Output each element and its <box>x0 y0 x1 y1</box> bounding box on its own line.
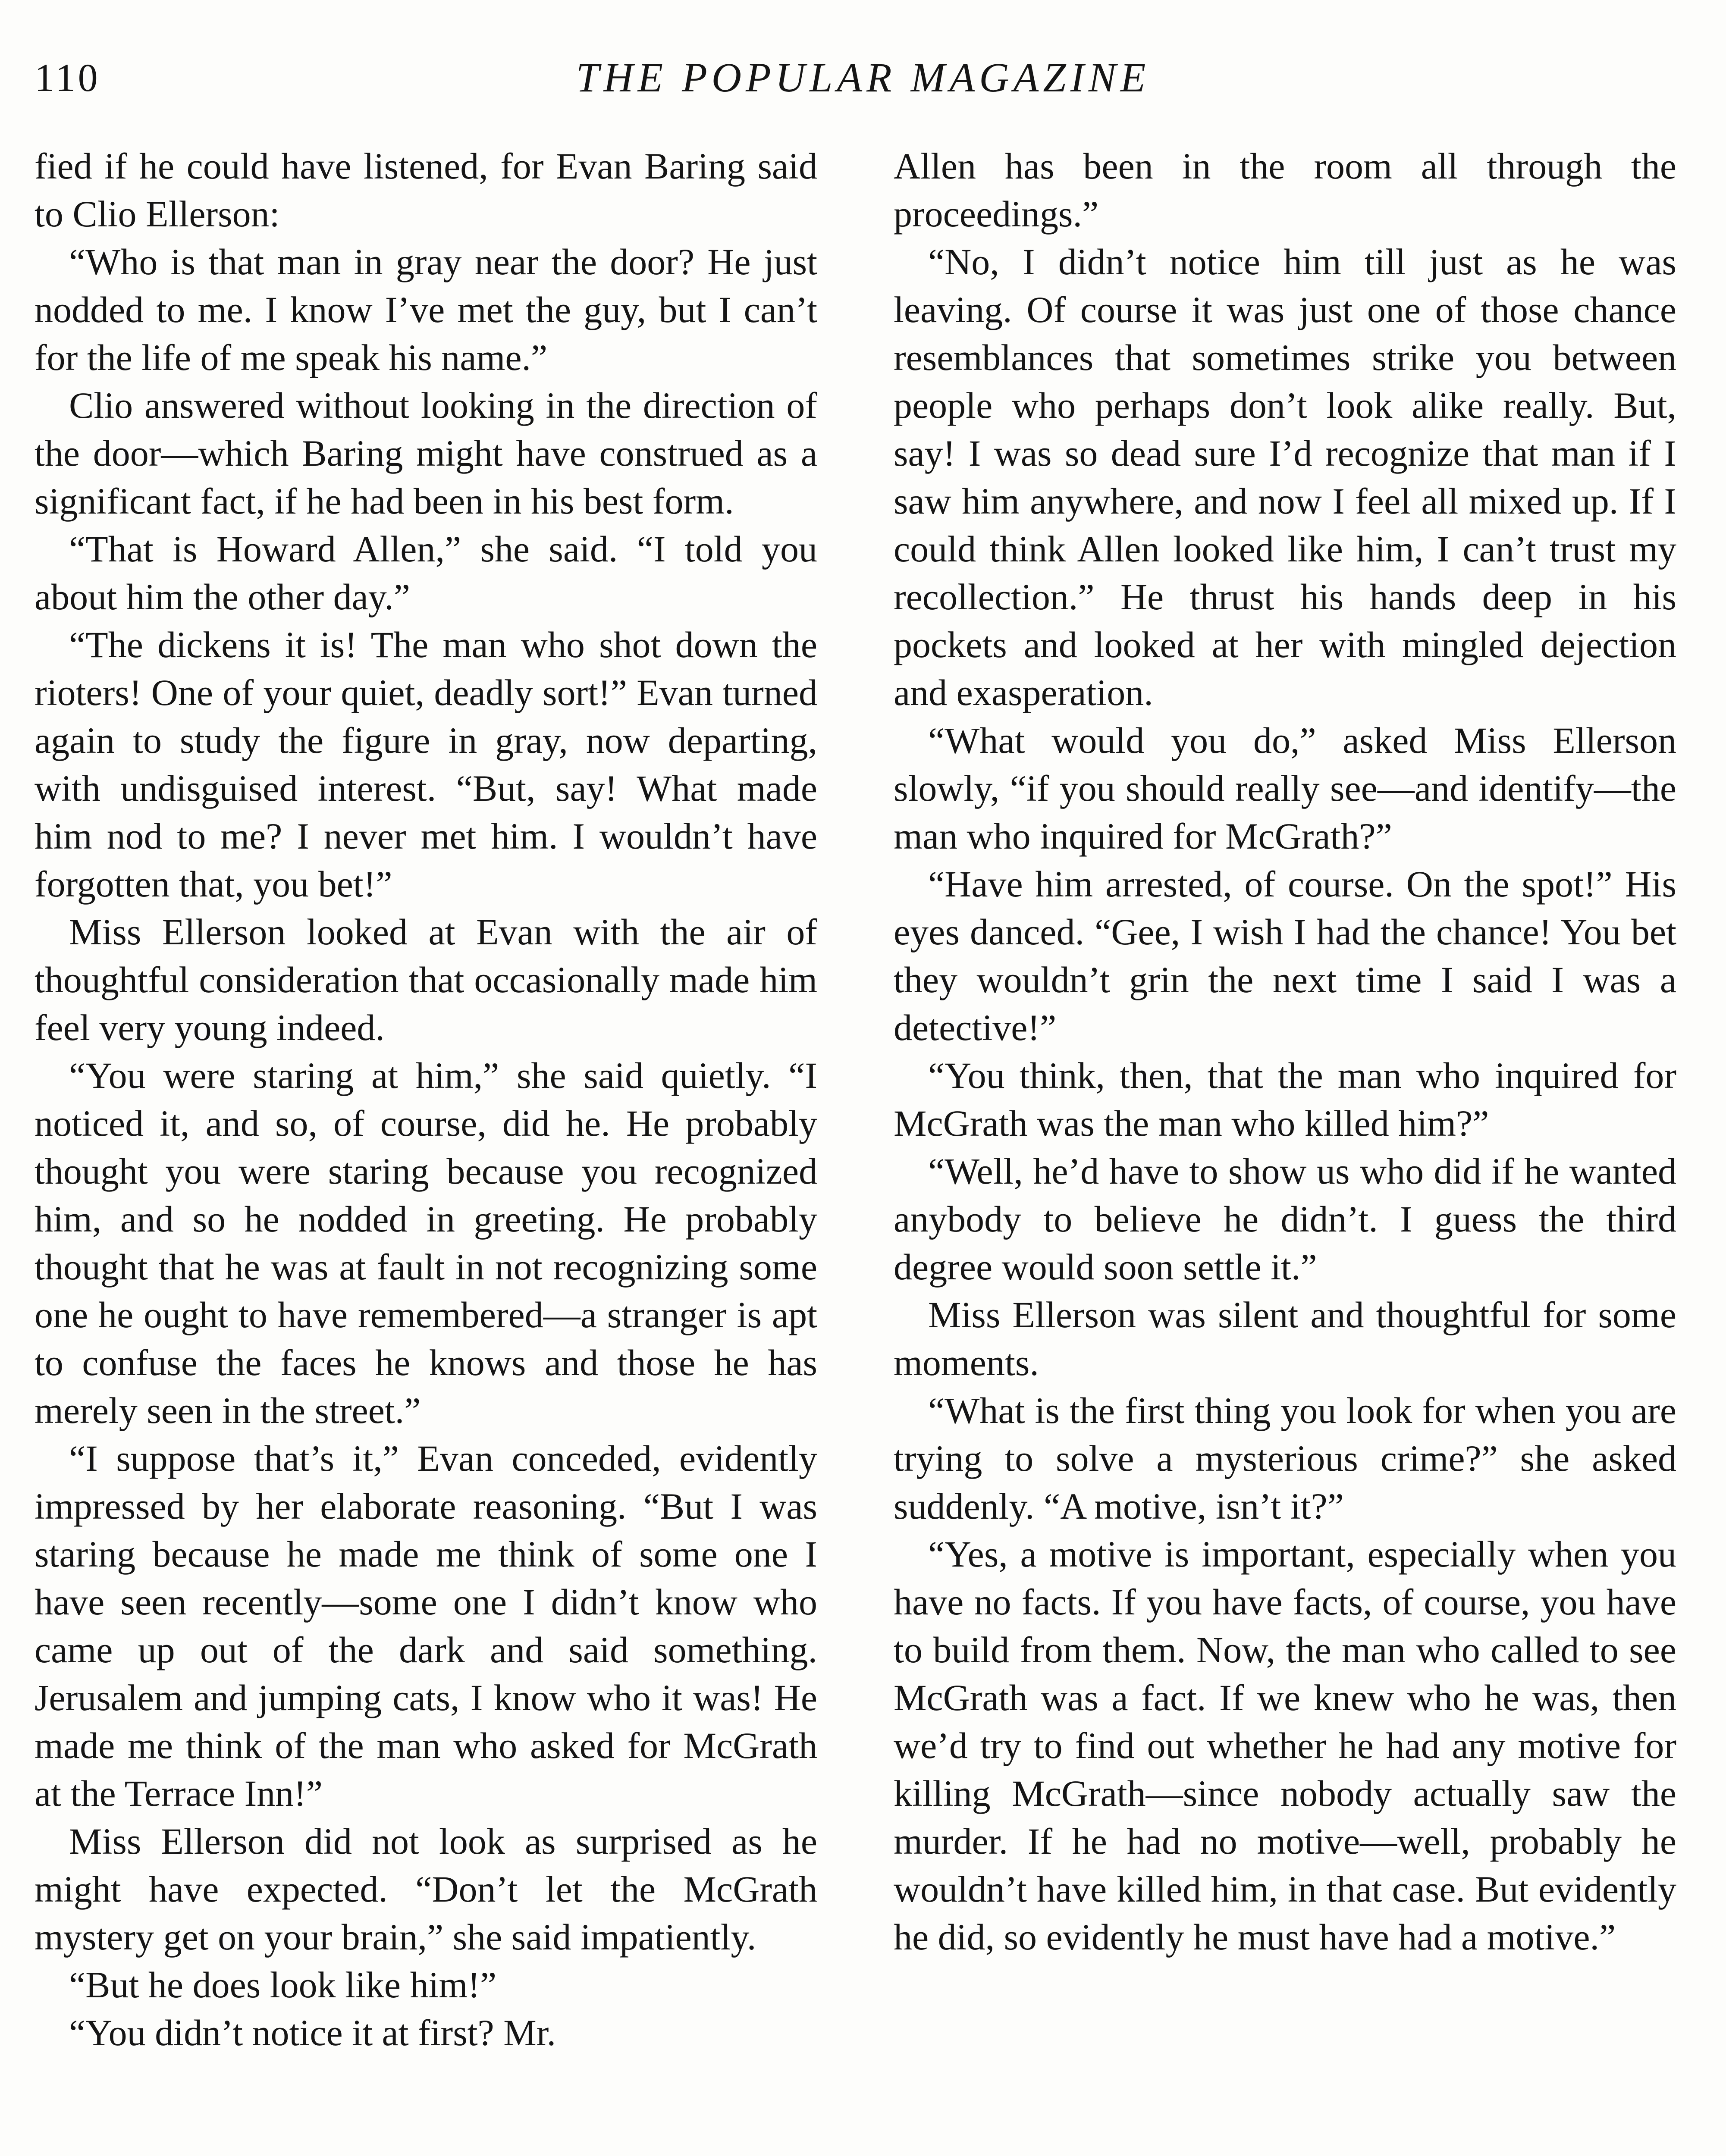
paragraph: “The dickens it is! The man who shot down the rioters! One of your quiet, deadly sort!” Evan turned again to study the figure in gray, now departing, with undisguised interest. “But, say! What made him nod to me? I never met him. I wouldn’t have forgotten that, you bet!” <box>35 624 817 905</box>
paragraph: “You didn’t notice it at first? Mr. <box>69 2012 556 2053</box>
paragraph: “Well, he’d have to show us who did if he wanted anybody to believe he didn’t. I guess the third degree would soon settle it.” <box>894 1150 1676 1288</box>
paragraph: “But he does look like him!” <box>69 1964 497 2006</box>
paragraph: “What would you do,” asked Miss Ellerson slowly, “if you should really see—and identify—the man who inquired for McGrath?” <box>894 720 1676 857</box>
paragraph: “I suppose that’s it,” Evan conceded, evidently impressed by her elaborate reasoning. “But I was staring because he made me think of some one I have seen recently—some one I didn’t know who came up out of the dark and said something. Jerusalem and jumping cats, I know who it was! He made me think of the man who asked for McGrath at the Terrace Inn!” <box>35 1438 817 1814</box>
paragraph: “Have him arrested, of course. On the spot!” His eyes danced. “Gee, I wish I had the chance! You bet they wouldn’t grin the next time I said I was a detective!” <box>894 863 1676 1048</box>
paragraph: Miss Ellerson was silent and thoughtful for some moments. <box>894 1294 1676 1383</box>
paragraph: Allen has been in the room all through the proceedings.” <box>894 145 1676 235</box>
paragraph: “What is the first thing you look for when you are trying to solve a mysterious crime?” she asked suddenly. “A motive, isn’t it?” <box>894 1390 1676 1527</box>
right-column <box>894 142 1676 1961</box>
running-head: THE POPULAR MAGAZINE <box>576 54 1150 100</box>
paragraph: “That is Howard Allen,” she said. “I told you about him the other day.” <box>35 528 817 617</box>
page-number: 110 <box>35 56 100 100</box>
page-header <box>35 52 1691 103</box>
paragraph: “You think, then, that the man who inquired for McGrath was the man who killed him?” <box>894 1055 1676 1144</box>
paragraph: “Who is that man in gray near the door? He just nodded to me. I know I’ve met the guy, but I can’t for the life of me speak his name.” <box>35 241 817 378</box>
left-column <box>35 142 817 2057</box>
paragraph: “No, I didn’t notice him till just as he was leaving. Of course it was just one of those chance resemblances that sometimes strike you between people who perhaps don’t look alike really. But, say! I was so dead sure I’d recognize that man if I saw him anywhere, and now I feel all mixed up. If I could think Allen looked like him, I can’t trust my recollection.” He thrust his hands deep in his pockets and looked at her with mingled dejection and exasperation. <box>894 241 1676 713</box>
paragraph: “You were staring at him,” she said quietly. “I noticed it, and so, of course, did he. He probably thought you were staring because you recognized him, and so he nodded in greeting. He probably thought that he was at fault in not recognizing some one he ought to have remembered—a stranger is apt to confuse the faces he knows and those he has merely seen in the street.” <box>35 1055 817 1431</box>
paragraph: fied if he could have listened, for Evan Baring said to Clio Ellerson: <box>35 145 817 235</box>
paragraph: “Yes, a motive is important, especially when you have no facts. If you have facts, of course, you have to build from them. Now, the man who called to see McGrath was a fact. If we knew who he was, then we’d try to find out whether he had any motive for killing McGrath—since nobody actually saw the murder. If he had no motive—well, probably he wouldn’t have killed him, in that case. But evidently he did, so evidently he must have had a motive.” <box>894 1533 1676 1958</box>
paragraph: Clio answered without looking in the direction of the door—which Baring might have construed as a significant fact, if he had been in his best form. <box>35 385 817 522</box>
paragraph: Miss Ellerson looked at Evan with the air of thoughtful consideration that occasionally made him feel very young indeed. <box>35 911 817 1048</box>
paragraph: Miss Ellerson did not look as surprised as he might have expected. “Don’t let the McGrath mystery get on your brain,” she said impatiently. <box>35 1821 817 1958</box>
